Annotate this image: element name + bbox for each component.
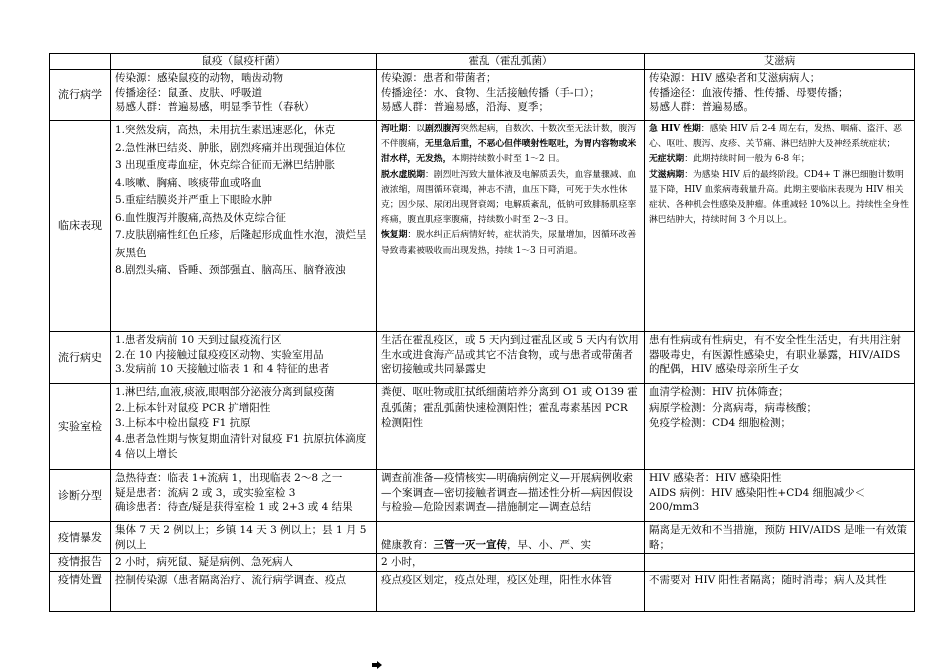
cell-plague-clinical	[111, 121, 377, 332]
term-dehydration: 脱水虚脱期	[381, 169, 425, 180]
text: ：以	[407, 124, 426, 134]
header-aids: 艾滋病	[645, 54, 915, 70]
text: 调查前准备—疫情核实—明确病例定义—开展病例收索—个案调查—密切接触者调查—描述性分析—病因假设与检验—危险因素调查—措施制定—调查总结	[381, 472, 633, 513]
cell-plague-report: 2 小时，病死鼠、疑是病例、急死病人	[111, 554, 377, 572]
cell-plague-outbreak: 集体 7 天 2 例以上；乡镇 14 天 3 例以上；县 1 月 5 例以上	[111, 522, 377, 554]
header-plague: 鼠疫（鼠疫杆菌）	[111, 54, 377, 70]
text: ：脱水纠正后病情好转，症状消失，尿量增加，因循环改善导致毒素被吸收而出现发热，持续 1～3 日可消退。	[381, 230, 637, 256]
text: ：剧烈吐泻致大量体液及电解质丢失，血容量骤减、血液浓缩，周围循环衰竭，神志不清，血压下降，可死于失水性休克；因少尿、尿闭出现肾衰竭；电解质紊乱，低钠可致腓肠肌痉挛疼痛，腹直肌痉挛腹痛，持续数小时至 2～3 日。	[381, 169, 637, 226]
cell-aids-lab	[645, 384, 915, 470]
text: ：感染 HIV 后 2-4 周左右，发热、咽痛、盗汗、恶心、呕吐、腹泻、皮疹、关节痛、淋巴结肿大及神经系统症状；	[649, 124, 902, 150]
row-response	[50, 571, 915, 611]
paragraph	[649, 152, 910, 167]
cell-cholera-outbreak	[377, 522, 645, 554]
text: ：为感染 HIV 后的最终阶段。CD4+ T 淋巴细胞计数明显下降，HIV 血浆病毒载量升高。此期主要临床表现为 HIV 相关症状、各种机会性感染及肿瘤。体重减轻 10%以上。持续性全身性淋巴结肿大，持续时间 3 个月以上。	[649, 169, 909, 226]
text-line: 控制传染源（患者隔离治疗、流行病学调查、疫点	[115, 573, 346, 586]
paragraph	[381, 122, 640, 168]
text-line: 疫点疫区划定，疫点处理，疫区处理，阳性水体管	[381, 573, 612, 586]
text-line: 4.咳嗽、胸痛、咳痰带血或咯血	[115, 176, 262, 189]
paragraph	[381, 228, 640, 258]
text-line: 传染源：HIV 感染者和艾滋病病人；	[649, 72, 821, 84]
cell-aids-epidemiology	[645, 70, 915, 121]
text-line: 4.患者急性期与恢复期血清针对鼠疫 F1 抗原抗体滴度 4 倍以上增长	[115, 432, 367, 460]
cell-aids-report	[645, 554, 915, 572]
cell-plague-history	[111, 332, 377, 384]
row-label-report: 疫情报告	[50, 554, 111, 572]
cell-cholera-clinical	[377, 121, 645, 332]
text-line: AIDS 病例：HIV 感染阳性+CD4 细胞减少＜200/mm3	[649, 486, 866, 513]
cell-cholera-history: 生活在霍乱疫区，或 5 天内到过霍乱区或 5 天内有饮用生水或进食海产品或其它不洁食物，或与患者或带菌者密切接触或共同暴露史	[377, 332, 645, 384]
cell-plague-epidemiology	[111, 70, 377, 121]
paragraph	[649, 168, 910, 229]
header-empty	[50, 54, 111, 70]
term-asymptomatic: 无症状期	[649, 154, 685, 165]
row-label-history: 流行病史	[50, 332, 111, 384]
text-line: 2.在 10 内接触过鼠疫疫区动物、实验室用品	[115, 348, 324, 361]
text: ：此期持续时间一般为 6-8 年；	[684, 154, 810, 165]
disease-comparison-table	[49, 53, 915, 612]
text-line: 传播途径：鼠蚤、皮肤、呼吸道	[115, 86, 262, 99]
cell-cholera-report: 2 小时，	[377, 554, 645, 572]
text-line: 6.血性腹泻并腹痛,高热及休克综合征	[115, 211, 286, 224]
row-label-diagnosis: 诊断分型	[50, 470, 111, 522]
text-line: 3.上标本中检出鼠疫 F1 抗原	[115, 417, 251, 429]
row-label-response: 疫情处置	[50, 571, 111, 611]
cell-aids-history: 患有性病或有性病史，有不安全性生活史，有共用注射器吸毒史，有医源性感染史，有职业暴露，HIV/AIDS 的配偶，HIV 感染母亲所生子女	[645, 332, 915, 384]
text-line: 急热待查：临表 1+流病 1，出现临表 2～8 之一	[115, 472, 343, 484]
text: 健康教育：	[381, 538, 434, 551]
row-diagnosis	[50, 470, 915, 522]
row-label-outbreak: 疫情暴发	[50, 522, 111, 554]
text-line: 8.剧烈头痛、昏睡、颈部强直、脑高压、脑脊液浊	[115, 264, 346, 276]
text-line: 免疫学检测：CD4 细胞检测；	[649, 417, 791, 429]
row-history	[50, 332, 915, 384]
text-line: 易感人群：普遍易感，沿海、夏季；	[381, 101, 549, 113]
text-line: 传染源：患者和带菌者；	[381, 72, 497, 84]
text-line: 确诊患者：待查/疑是获得室检 1 或 2+3 或 4 结果	[115, 501, 353, 513]
row-clinical	[50, 121, 915, 332]
cell-plague-diagnosis	[111, 470, 377, 522]
term-acute-hiv: 急 HIV 性期	[649, 124, 701, 134]
cell-aids-outbreak: 隔离是无效和不当措施，预防 HIV/AIDS 是唯一有效策略；	[645, 522, 915, 554]
text-line: 2.急性淋巴结炎、肿胀，剧烈疼痛并出现强迫体位	[115, 141, 346, 154]
text-line: 不需要对 HIV 阳性者隔离；随时消毒；病人及其性	[649, 573, 887, 586]
text-line: 传播途径：水、食物、生活接触传播（手-口）；	[381, 86, 600, 99]
cell-cholera-lab: 粪便、呕吐物或肛拭纸细菌培养分离到 O1 或 O139 霍乱弧菌；霍乱弧菌快速检测阳性；霍乱毒素基因 PCR 检测阳性	[377, 384, 645, 470]
text-line: 传播途径：血液传播、性传播、母婴传播；	[649, 86, 849, 99]
text-line: 血清学检测：HIV 抗体筛查；	[649, 386, 789, 398]
text-line: 易感人群：普遍易感。	[649, 101, 754, 113]
text: 本期持续数小时至 1～2 日。	[451, 154, 565, 165]
row-label-lab: 实验室检	[50, 384, 111, 470]
cell-cholera-epidemiology	[377, 70, 645, 121]
row-label-epidemiology: 流行病学	[50, 70, 111, 121]
cell-cholera-diagnosis	[377, 470, 645, 522]
text-line: 5.重症结膜炎并严重上下眼睑水肿	[115, 194, 273, 206]
text-line: 病原学检测：分离病毒，病毒核酸；	[649, 401, 817, 414]
text-line: 3 出现重度毒血症，休克综合征而无淋巴结肿胀	[115, 159, 336, 171]
text-line: 1.淋巴结,血液,痰液,眼咽部分泌液分离到鼠疫菌	[115, 386, 335, 398]
cell-cholera-response	[377, 571, 645, 611]
text-line: 易感人群：普遍易感，明显季节性（春秋）	[115, 101, 315, 113]
text-line: HIV 感染者：HIV 感染阳性	[649, 472, 782, 484]
text-line: 1.突然发病，高热，未用抗生素迅速恶化，休克	[115, 124, 336, 136]
bold-text: 三管一灭一宣传	[433, 538, 507, 551]
row-report	[50, 554, 915, 572]
term-recovery: 恢复期	[381, 230, 408, 241]
paragraph	[381, 168, 640, 229]
cell-plague-response	[111, 571, 377, 611]
text-line: 3.发病前 10 天接触过临表 1 和 4 特征的患者	[115, 363, 330, 375]
cell-aids-diagnosis	[645, 470, 915, 522]
text-line: 1.患者发病前 10 天到过鼠疫流行区	[115, 334, 282, 346]
header-row	[50, 54, 915, 70]
row-outbreak	[50, 522, 915, 554]
cell-aids-clinical	[645, 121, 915, 332]
row-lab	[50, 384, 915, 470]
term-vomit-diarrhea: 泻吐期	[381, 124, 408, 134]
text-line: 疑是患者：流病 2 或 3，或实验室检 3	[115, 486, 296, 499]
row-epidemiology	[50, 70, 915, 121]
text-line: 7.皮肤剧痛性红色丘疹，后隆起形成血性水泡，溃烂呈灰黑色	[115, 229, 367, 259]
bold-text: 剧烈腹泻	[425, 124, 461, 134]
text: 突然起病，自数次、十数次至无法计数，腹泻不伴腹痛，	[381, 124, 637, 150]
cell-plague-lab	[111, 384, 377, 470]
term-aids-stage: 艾滋病期	[649, 169, 685, 180]
header-cholera: 霍乱（霍乱弧菌）	[377, 54, 645, 70]
text: ，早、小、严、实	[507, 538, 591, 551]
row-label-clinical: 临床表现	[50, 121, 111, 332]
paragraph	[649, 122, 910, 152]
bold-text: 无里急后重，不恶心但伴喷射性呕吐，为胃内容物或米泔水样，无发热，	[381, 139, 637, 165]
text-line: 传染源：感染鼠疫的动物，啮齿动物	[115, 72, 283, 84]
cell-aids-response	[645, 571, 915, 611]
continue-arrow-icon	[372, 661, 382, 669]
text-line: 2.上标本针对鼠疫 PCR 扩增阳性	[115, 401, 271, 414]
